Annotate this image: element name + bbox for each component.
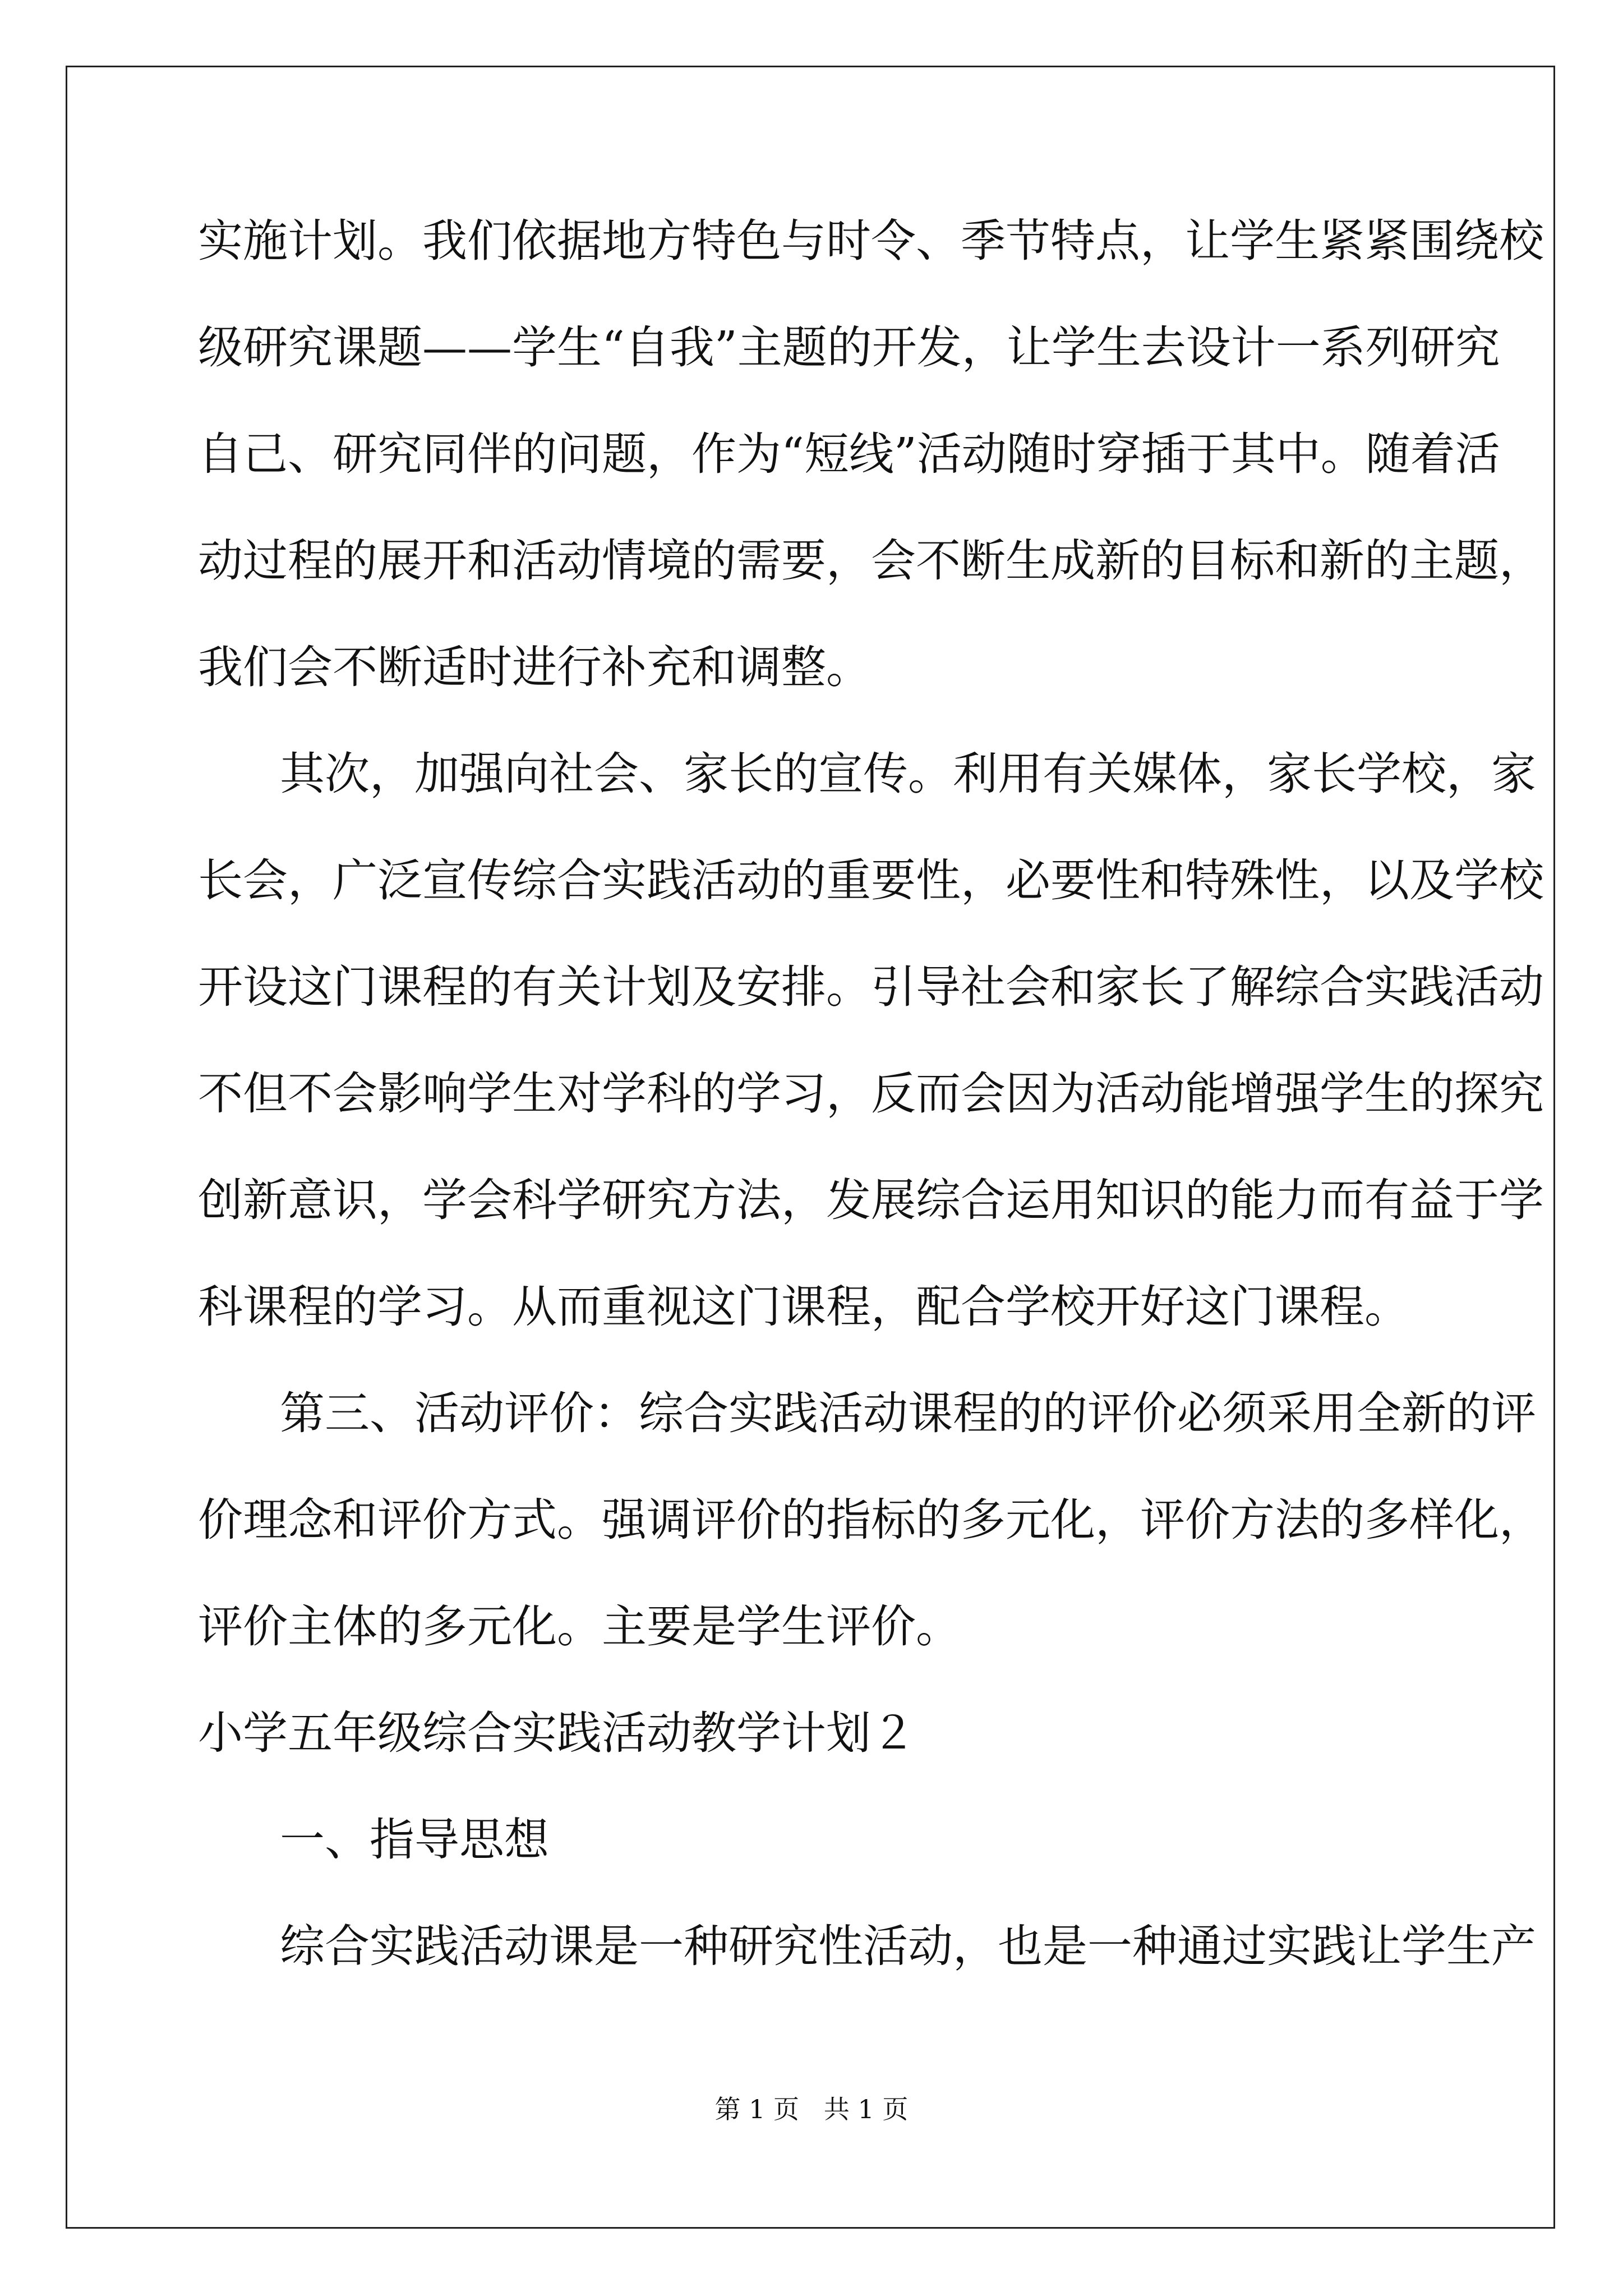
- body-line: 科课程的学习。从而重视这门课程，配合学校开好这门课程。: [198, 1281, 1409, 1333]
- page-border: [66, 66, 1555, 2229]
- body-line: 开设这门课程的有关计划及安排。引导社会和家长了解综合实践活动: [198, 961, 1544, 1013]
- page-number-footer: 第 1 页 共 1 页: [714, 2094, 909, 2124]
- body-line: 级研究课题——学生“自我”主题的开发，让学生去设计一系列研究: [198, 321, 1500, 374]
- section-title: 小学五年级综合实践活动教学计划２: [198, 1707, 916, 1759]
- section-heading: 一、指导思想: [280, 1814, 549, 1866]
- body-line: 长会，广泛宣传综合实践活动的重要性，必要性和特殊性，以及学校: [198, 854, 1544, 907]
- paragraph-first-line: 其次，加强向社会、家长的宣传。利用有关媒体，家长学校，家: [280, 748, 1536, 800]
- body-line: 价理念和评价方式。强调评价的指标的多元化，评价方法的多样化，: [198, 1494, 1544, 1546]
- body-line: 评价主体的多元化。主要是学生评价。: [198, 1600, 961, 1653]
- body-line: 动过程的展开和活动情境的需要，会不断生成新的目标和新的主题，: [198, 535, 1544, 587]
- body-line: 不但不会影响学生对学科的学习，反而会因为活动能增强学生的探究: [198, 1068, 1544, 1120]
- body-line: 我们会不断适时进行补充和调整。: [198, 641, 871, 693]
- body-line: 实施计划。我们依据地方特色与时令、季节特点，让学生紧紧围绕校: [198, 215, 1544, 267]
- paragraph-first-line: 综合实践活动课是一种研究性活动，也是一种通过实践让学生产: [280, 1920, 1536, 1972]
- body-line: 自己、研究同伴的问题，作为“短线”活动随时穿插于其中。随着活: [198, 428, 1500, 480]
- body-line: 创新意识，学会科学研究方法，发展综合运用知识的能力而有益于学: [198, 1174, 1544, 1226]
- paragraph-first-line: 第三、活动评价：综合实践活动课程的的评价必须采用全新的评: [280, 1387, 1536, 1439]
